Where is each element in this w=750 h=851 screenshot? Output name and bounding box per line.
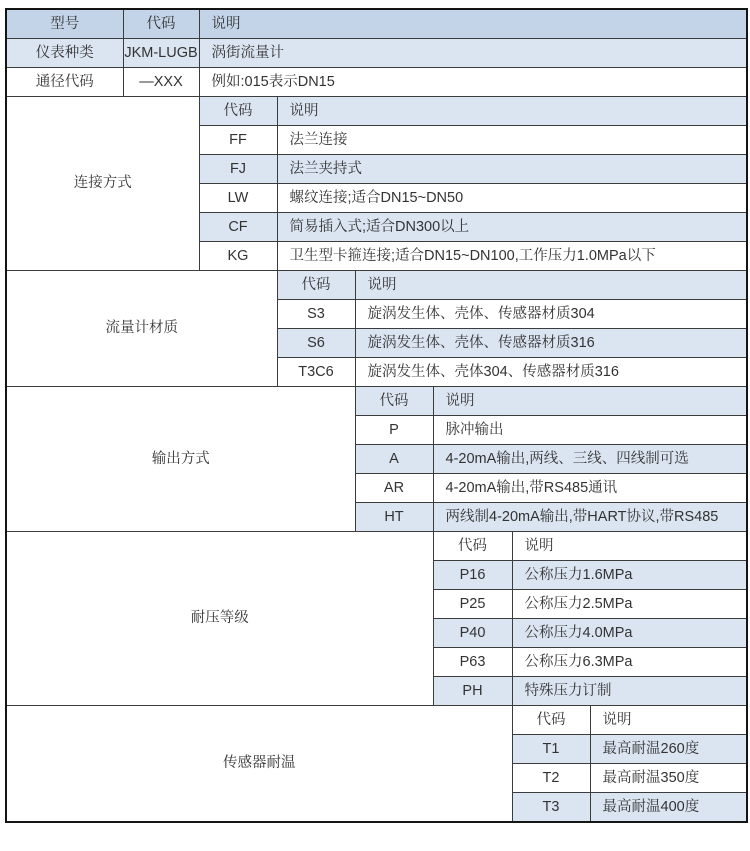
sub-header-row — [6, 706, 747, 735]
sub-header-desc-cell: 说明 — [355, 271, 747, 300]
sub-header-code-cell: 代码 — [355, 387, 433, 416]
desc-cell: 旋涡发生体、壳体、传感器材质304 — [355, 300, 747, 329]
code-cell: AR — [355, 474, 433, 503]
code-cell: LW — [199, 184, 277, 213]
header-desc-cell: 说明 — [199, 9, 747, 39]
section-label-cell: 耐压等级 — [6, 532, 433, 706]
code-cell: P — [355, 416, 433, 445]
code-cell: —XXX — [123, 68, 199, 97]
code-cell: FF — [199, 126, 277, 155]
sub-header-desc-cell: 说明 — [433, 387, 747, 416]
code-cell: P40 — [433, 619, 512, 648]
desc-cell: 公称压力4.0MPa — [512, 619, 747, 648]
desc-cell: 涡街流量计 — [199, 39, 747, 68]
row-label-cell: 通径代码 — [6, 68, 123, 97]
code-cell: T3C6 — [277, 358, 355, 387]
table-row — [6, 39, 747, 68]
desc-cell: 例如:015表示DN15 — [199, 68, 747, 97]
code-cell: S3 — [277, 300, 355, 329]
code-cell: CF — [199, 213, 277, 242]
desc-cell: 最高耐温260度 — [590, 735, 747, 764]
section-label-cell: 传感器耐温 — [6, 706, 512, 823]
sub-header-desc-cell: 说明 — [512, 532, 747, 561]
sub-header-row — [6, 532, 747, 561]
sub-header-code-cell: 代码 — [433, 532, 512, 561]
desc-cell: 公称压力6.3MPa — [512, 648, 747, 677]
code-cell: JKM-LUGB — [123, 39, 199, 68]
desc-cell: 4-20mA输出,带RS485通讯 — [433, 474, 747, 503]
desc-cell: 卫生型卡箍连接;适合DN15~DN100,工作压力1.0MPa以下 — [277, 242, 747, 271]
code-cell: P16 — [433, 561, 512, 590]
desc-cell: 旋涡发生体、壳体304、传感器材质316 — [355, 358, 747, 387]
desc-cell: 法兰夹持式 — [277, 155, 747, 184]
sub-header-code-cell: 代码 — [512, 706, 590, 735]
code-cell: HT — [355, 503, 433, 532]
section-label-cell: 输出方式 — [6, 387, 355, 532]
code-cell: S6 — [277, 329, 355, 358]
desc-cell: 法兰连接 — [277, 126, 747, 155]
code-cell: PH — [433, 677, 512, 706]
table-row — [6, 68, 747, 97]
code-cell: P25 — [433, 590, 512, 619]
sub-header-row — [6, 387, 747, 416]
section-label-cell: 连接方式 — [6, 97, 199, 271]
desc-cell: 4-20mA输出,两线、三线、四线制可选 — [433, 445, 747, 474]
desc-cell: 简易插入式;适合DN300以上 — [277, 213, 747, 242]
desc-cell: 螺纹连接;适合DN15~DN50 — [277, 184, 747, 213]
desc-cell: 公称压力2.5MPa — [512, 590, 747, 619]
code-cell: P63 — [433, 648, 512, 677]
sub-header-code-cell: 代码 — [199, 97, 277, 126]
header-model-cell: 型号 — [6, 9, 123, 39]
code-cell: T3 — [512, 793, 590, 823]
sub-header-row — [6, 97, 747, 126]
sub-header-row — [6, 271, 747, 300]
desc-cell: 脉冲输出 — [433, 416, 747, 445]
desc-cell: 旋涡发生体、壳体、传感器材质316 — [355, 329, 747, 358]
section-label-cell: 流量计材质 — [6, 271, 277, 387]
desc-cell: 公称压力1.6MPa — [512, 561, 747, 590]
code-cell: T1 — [512, 735, 590, 764]
code-cell: A — [355, 445, 433, 474]
desc-cell: 最高耐温350度 — [590, 764, 747, 793]
desc-cell: 特殊压力订制 — [512, 677, 747, 706]
code-cell: FJ — [199, 155, 277, 184]
header-code-cell: 代码 — [123, 9, 199, 39]
row-label-cell: 仪表种类 — [6, 39, 123, 68]
desc-cell: 两线制4-20mA输出,带HART协议,带RS485 — [433, 503, 747, 532]
sub-header-desc-cell: 说明 — [277, 97, 747, 126]
table-header-row — [6, 9, 747, 39]
code-cell: KG — [199, 242, 277, 271]
sub-header-code-cell: 代码 — [277, 271, 355, 300]
sub-header-desc-cell: 说明 — [590, 706, 747, 735]
model-selection-table — [5, 8, 748, 823]
desc-cell: 最高耐温400度 — [590, 793, 747, 823]
code-cell: T2 — [512, 764, 590, 793]
